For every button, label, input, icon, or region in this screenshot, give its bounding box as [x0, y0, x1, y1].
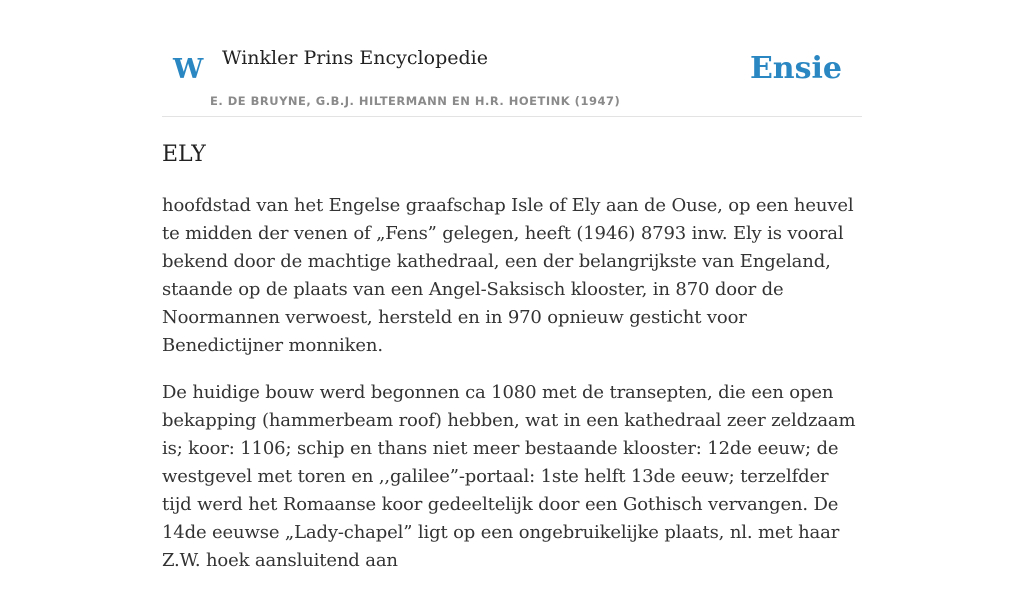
entry-title: ELY	[162, 142, 206, 167]
entry-paragraph: De huidige bouw werd begonnen ca 1080 met de transepten, die een open bekapping (hammerbeam roof) hebben, wat in een kathedraal zeer zeldzaam is; koor: 1106; schip en thans niet meer bestaande klooster: 12de eeuw; de westgevel met toren en ,,galilee”-portaal: 1ste helft 13de eeuw; terzelfder tijd werd het Romaanse koor gedeeltelijk door een Gothisch vervangen. De 14de eeuwse „Lady-chapel” ligt op een ongebruikelijke plaats, nl. met haar Z.W. hoek aansluitend aan	[162, 382, 856, 571]
book-title[interactable]: Winkler Prins Encyclopedie	[222, 47, 488, 69]
ensie-logo[interactable]: Ensie	[749, 51, 842, 86]
site-header	[162, 0, 862, 117]
wp-logo-icon[interactable]: W	[173, 54, 204, 85]
book-authors: E. DE BRUYNE, G.B.J. HILTERMANN EN H.R. HOETINK (1947)	[210, 94, 621, 108]
entry-paragraph: hoofdstad van het Engelse graafschap Isle of Ely aan de Ouse, op een heuvel te midden der venen of „Fens” gelegen, heeft (1946) 8793 inw. Ely is vooral bekend door de machtige kathedraal, een der belangrijkste van Engeland, staande op de plaats van een Angel-Saksisch klooster, in 870 door de Noormannen verwoest, hersteld en in 970 opnieuw gesticht voor Benedictijner monniken.	[162, 195, 854, 356]
entry-content	[162, 192, 862, 594]
